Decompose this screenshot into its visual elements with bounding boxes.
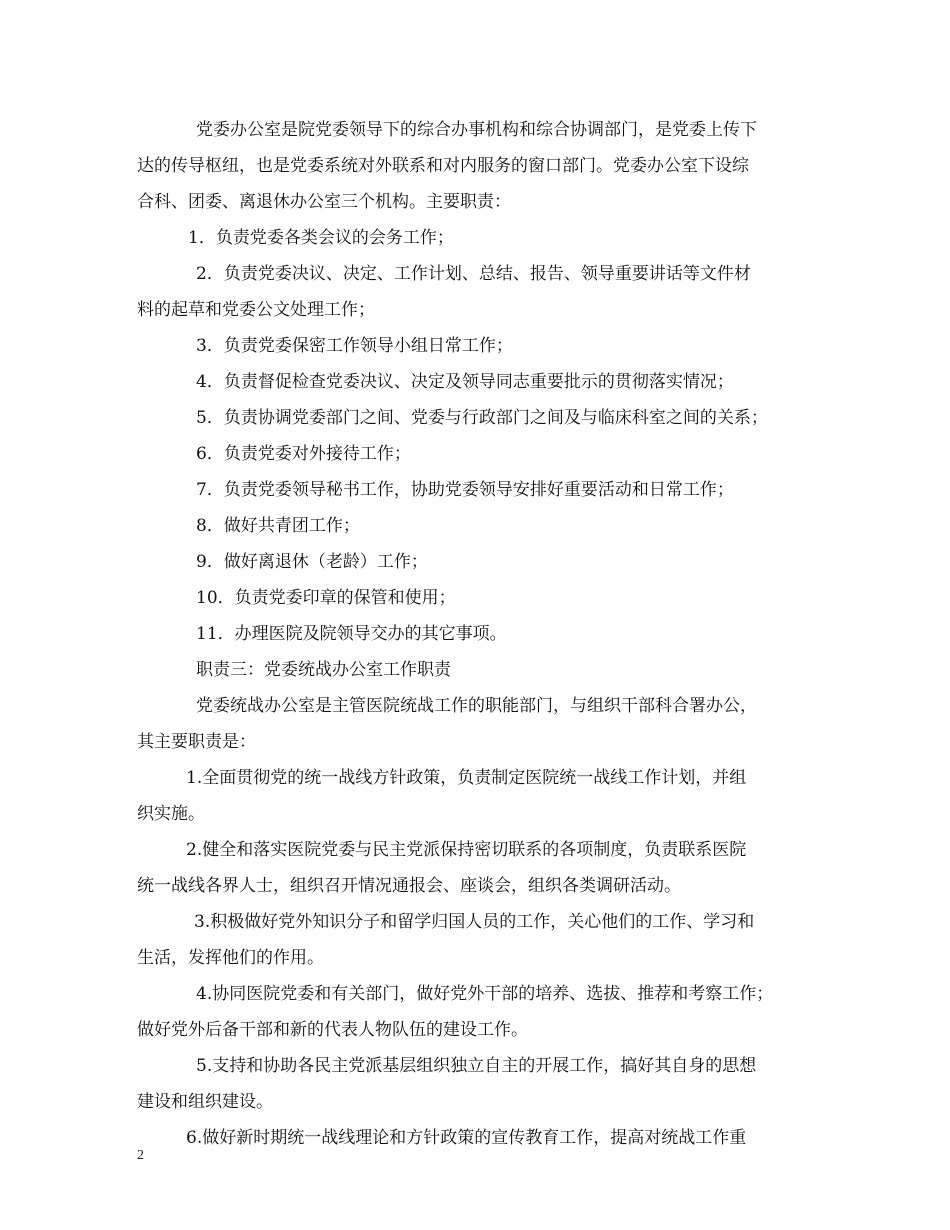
list-item: 1.全面贯彻党的统一战线方针政策，负责制定医院统一战线工作计划，并组 [186, 768, 747, 788]
section-heading: 职责三：党委统战办公室工作职责 [196, 660, 451, 680]
list-item-continuation: 织实施。 [137, 804, 205, 824]
list-item-continuation: 统一战线各界人士，组织召开情况通报会、座谈会，组织各类调研活动。 [137, 876, 681, 896]
list-item: 6.做好新时期统一战线理论和方针政策的宣传教育工作，提高对统战工作重 [186, 1128, 747, 1148]
list-item-continuation: 做好党外后备干部和新的代表人物队伍的建设工作。 [137, 1020, 528, 1040]
list-item-continuation: 料的起草和党委公文处理工作； [137, 300, 375, 320]
text-line: 其主要职责是： [137, 732, 256, 752]
text-line: 党委办公室是院党委领导下的综合办事机构和综合协调部门，是党委上传下 [196, 120, 757, 140]
list-item-continuation: 生活，发挥他们的作用。 [137, 948, 324, 968]
list-item: 5．负责协调党委部门之间、党委与行政部门之间及与临床科室之间的关系； [196, 408, 768, 428]
list-item: 8．做好共青团工作； [196, 516, 360, 536]
list-item: 2．负责党委决议、决定、工作计划、总结、报告、领导重要讲话等文件材 [196, 264, 751, 284]
list-item: 5.支持和协助各民主党派基层组织独立自主的开展工作，搞好其自身的思想 [196, 1056, 757, 1076]
text-line: 党委统战办公室是主管医院统战工作的职能部门，与组织干部科合署办公， [196, 696, 757, 716]
list-item: 4.协同医院党委和有关部门，做好党外干部的培养、选拔、推荐和考察工作； [196, 984, 774, 1004]
list-item: 3．负责党委保密工作领导小组日常工作； [196, 336, 513, 356]
list-item: 1．负责党委各类会议的会务工作； [188, 228, 454, 248]
text-line: 合科、团委、离退休办公室三个机构。主要职责： [137, 192, 511, 212]
list-item: 11．办理医院及院领导交办的其它事项。 [196, 624, 507, 644]
text-line: 达的传导枢纽，也是党委系统对外联系和对内服务的窗口部门。党委办公室下设综 [137, 156, 749, 176]
list-item: 4．负责督促检查党委决议、决定及领导同志重要批示的贯彻落实情况； [196, 372, 734, 392]
list-item: 2.健全和落实医院党委与民主党派保持密切联系的各项制度，负责联系医院 [186, 840, 747, 860]
list-item-continuation: 建设和组织建设。 [137, 1092, 273, 1112]
list-item: 9．做好离退休（老龄）工作； [196, 552, 428, 572]
list-item: 10．负责党委印章的保管和使用； [196, 588, 456, 608]
list-item: 6．负责党委对外接待工作； [196, 444, 411, 464]
list-item: 3.积极做好党外知识分子和留学归国人员的工作，关心他们的工作、学习和 [194, 912, 755, 932]
list-item: 7．负责党委领导秘书工作，协助党委领导安排好重要活动和日常工作； [196, 480, 734, 500]
page-number: 2 [137, 1148, 144, 1163]
